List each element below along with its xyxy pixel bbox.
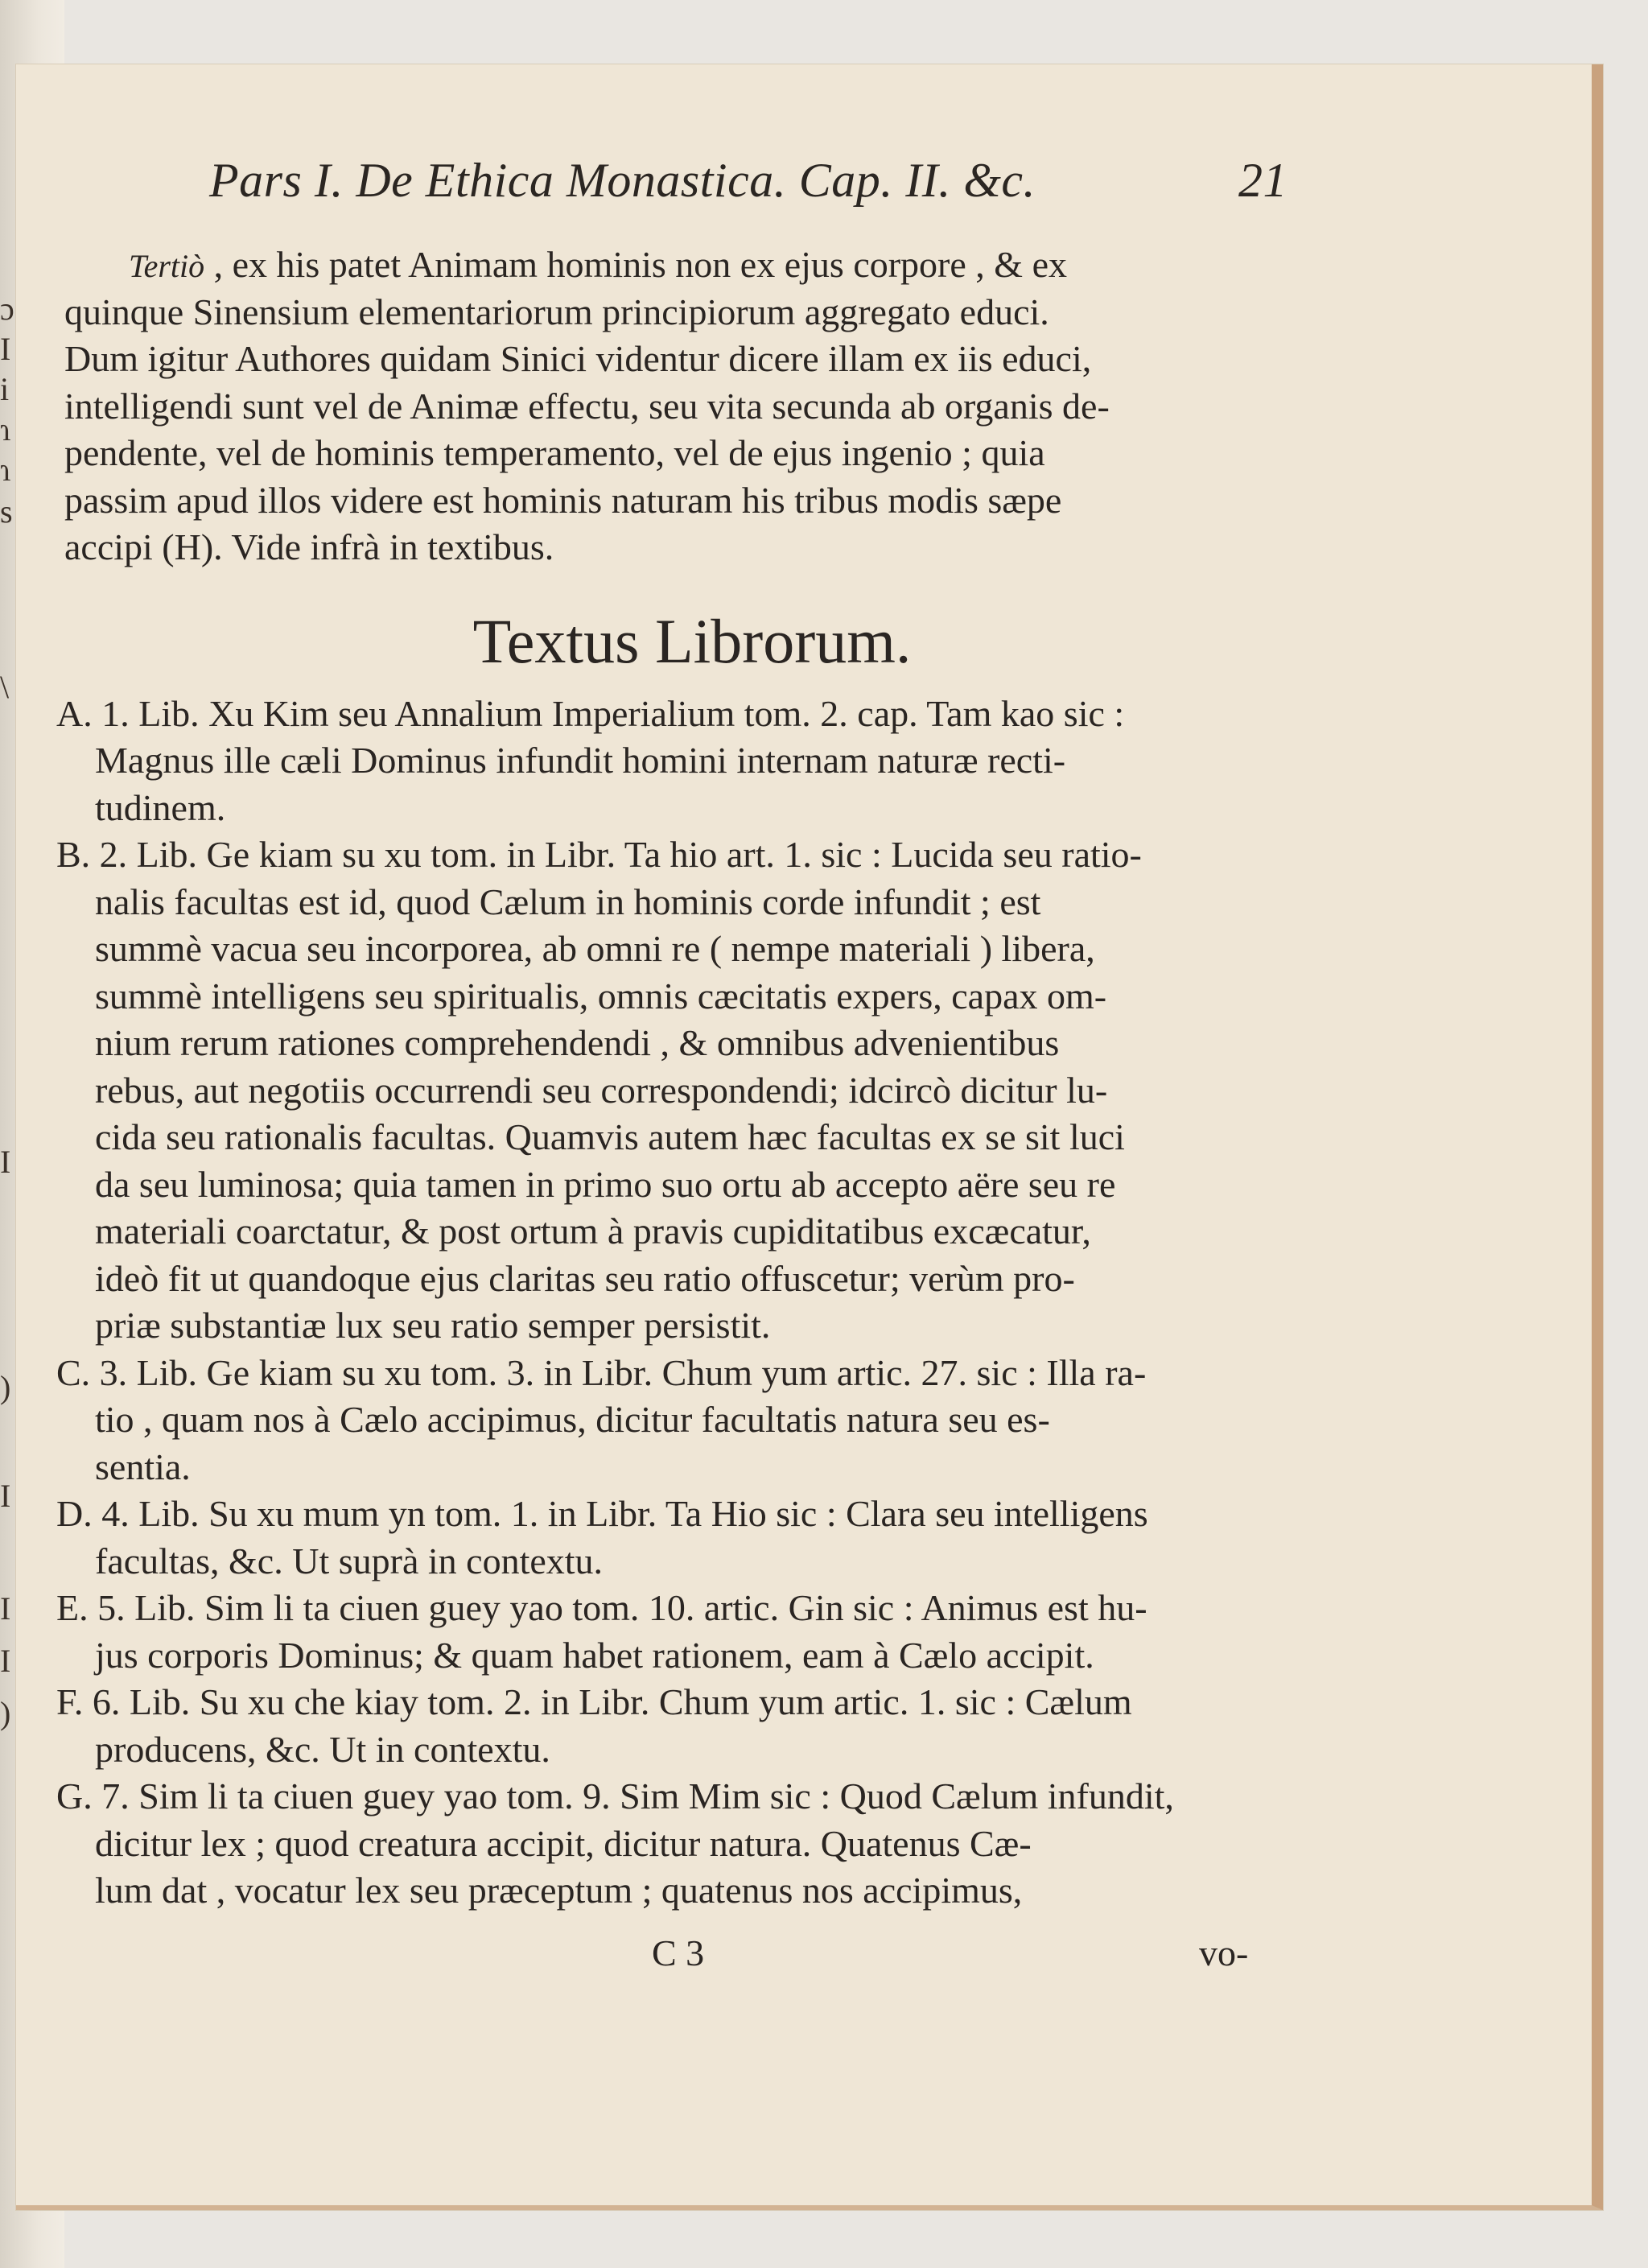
text-line: priæ substantiæ lux seu ratio semper persistit.: [95, 1305, 771, 1346]
section-heading: Textus Librorum.: [472, 605, 912, 676]
text-line: B. 2. Lib. Ge kiam su xu tom. in Libr. Ta hio art. 1. sic : Lucida seu ratio-: [56, 834, 1142, 875]
page-text: [40, 241, 1296, 1915]
edge-letter: ɿ: [0, 452, 11, 488]
text-line: F. 6. Lib. Su xu che kiay tom. 2. in Libr. Chum yum artic. 1. sic : Cælum: [56, 1681, 1132, 1722]
text-line: ideò fit ut quandoque ejus claritas seu ratio offuscetur; verùm pro-: [95, 1257, 1075, 1299]
intro-line: [40, 336, 1296, 383]
intro-line: [40, 430, 1296, 477]
edge-letter: i: [0, 371, 10, 407]
intro-line-text: accipi (H). Vide infrà in textibus.: [64, 526, 554, 567]
text-line: tio , quam nos à Cælo accipimus, dicitur facultatis natura seu es-: [95, 1399, 1050, 1440]
intro-lead-word: Tertiò: [129, 248, 205, 284]
text-line: G. 7. Sim li ta ciuen guey yao tom. 9. Sim Mim sic : Quod Cælum infundit,: [56, 1775, 1174, 1816]
intro-paragraph: [40, 241, 1296, 571]
intro-line: [40, 477, 1296, 525]
text-line: facultas, &c. Ut suprà in contextu.: [95, 1540, 604, 1581]
intro-line-text: pendente, vel de hominis temperamento, vel de ejus ingenio ; quia: [64, 432, 1045, 473]
edge-letter: I: [0, 331, 11, 367]
text-line: summè vacua seu incorporea, ab omni re ( nempe materiali ) libera,: [95, 928, 1095, 969]
text-line: jus corporis Dominus; & quam habet rationem, eam à Cælo accipit.: [95, 1634, 1094, 1676]
edge-letter: s: [0, 493, 13, 530]
catchword: vo-: [1199, 1932, 1249, 1973]
text-line: Magnus ille cæli Dominus infundit homini internam naturæ recti-: [95, 740, 1066, 781]
text-line: E. 5. Lib. Sim li ta ciuen guey yao tom. 10. artic. Gin sic : Animus est hu-: [56, 1587, 1147, 1628]
text-line: nium rerum rationes comprehendendi , & omnibus advenientibus: [95, 1022, 1060, 1063]
edge-letter: \: [0, 669, 10, 705]
running-head-title: Pars I. De Ethica Monastica. Cap. II. &c.: [209, 154, 1036, 207]
signature-mark: C 3: [652, 1932, 705, 1973]
edge-letter: ɿ: [0, 411, 11, 447]
edge-letter: I: [0, 1478, 11, 1514]
text-line: tudinem.: [95, 786, 226, 828]
intro-line: [40, 524, 1296, 571]
intro-line-text: , ex his patet Animam hominis non ex ejus corpore , & ex: [213, 244, 1067, 285]
edge-letter: ): [0, 1369, 11, 1405]
intro-line: [40, 241, 1296, 289]
text-line: dicitur lex ; quod creatura accipit, dicitur natura. Quatenus Cæ-: [95, 1822, 1032, 1864]
intro-line-text: quinque Sinensium elementariorum principiorum aggregato educi.: [64, 291, 1049, 332]
book-page: [16, 64, 1603, 2210]
text-line: da seu luminosa; quia tamen in primo suo ortu ab accepto aëre seu re: [95, 1163, 1116, 1205]
edge-letter: I: [0, 1144, 11, 1180]
intro-line-text: Dum igitur Authores quidam Sinici videntur dicere illam ex iis educi,: [64, 338, 1092, 379]
text-line: materiali coarctatur, & post ortum à pravis cupiditatibus excæcatur,: [95, 1210, 1091, 1252]
text-line: A. 1. Lib. Xu Kim seu Annalium Imperialium tom. 2. cap. Tam kao sic :: [56, 692, 1125, 734]
text-line: nalis facultas est id, quod Cælum in hominis corde infundit ; est: [95, 880, 1041, 922]
page-number: 21: [1238, 154, 1288, 207]
edge-letter: I: [0, 1643, 11, 1679]
text-line: sentia.: [95, 1445, 191, 1487]
text-line: C. 3. Lib. Ge kiam su xu tom. 3. in Libr. Chum yum artic. 27. sic : Illa ra-: [56, 1351, 1147, 1393]
intro-line: [40, 289, 1296, 336]
text-lines: [40, 691, 1296, 1915]
text-line: producens, &c. Ut in contextu.: [95, 1728, 550, 1770]
text-line: lum dat , vocatur lex seu præceptum ; quatenus nos accipimus,: [95, 1870, 1023, 1911]
edge-letter: ɔ: [0, 291, 14, 327]
text-line: summè intelligens seu spiritualis, omnis cæcitatis expers, capax om-: [95, 975, 1107, 1016]
running-head: [209, 153, 1288, 217]
edge-letter: ): [0, 1695, 11, 1731]
edge-letter: I: [0, 1590, 11, 1627]
text-line: D. 4. Lib. Su xu mum yn tom. 1. in Libr. Ta Hio sic : Clara seu intelligens: [56, 1493, 1148, 1534]
intro-line: [40, 383, 1296, 431]
text-line: cida seu rationalis facultas. Quamvis autem hæc facultas ex se sit luci: [95, 1116, 1125, 1157]
page-footer: [40, 1932, 1296, 1980]
intro-line-text: passim apud illos videre est hominis naturam his tribus modis sæpe: [64, 479, 1062, 521]
text-line: rebus, aut negotiis occurrendi seu correspondendi; idcircò dicitur lu-: [95, 1069, 1108, 1111]
intro-line-text: intelligendi sunt vel de Animæ effectu, seu vita secunda ab organis de-: [64, 385, 1110, 427]
